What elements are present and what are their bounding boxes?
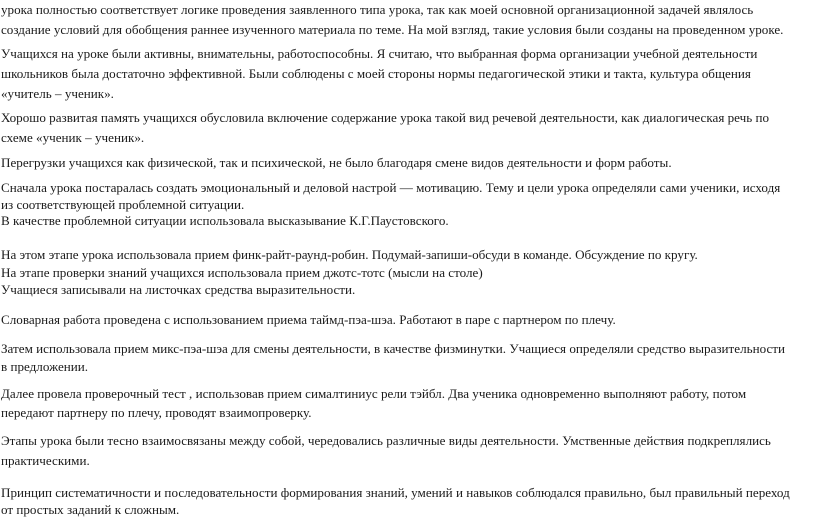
paragraph-10-line-2: практическими. — [1, 453, 90, 468]
paragraph-5-line-3: В качестве проблемной ситуации использовала высказывание К.Г.Паустовского. — [1, 213, 449, 228]
paragraph-6-line-1: На этом этапе урока использовала прием финк-райт-раунд-робин. Подумай-запиши-обсуди в команде. Обсуждение по кругу. — [1, 247, 698, 262]
paragraph-9-line-2: передают партнеру по плечу, проводят взаимопроверку. — [1, 405, 312, 420]
paragraph-2-line-1: Учащихся на уроке были активны, внимательны, работоспособны. Я считаю, что выбранная форма организации учебной деятельности — [1, 46, 758, 61]
paragraph-3-line-1: Хорошо развитая память учащихся обусловила включение содержание урока такой вид речевой деятельности, как диалогическая речь по — [1, 110, 770, 125]
paragraph-5-line-2: из соответствующей проблемной ситуации. — [1, 197, 245, 212]
paragraph-11-line-1: Принцип систематичности и последовательности формирования знаний, умений и навыков соблюдался правильно, был правильный переход — [1, 485, 790, 500]
paragraph-2-line-3: «учитель – ученик». — [1, 86, 114, 101]
paragraph-11-line-2: от простых заданий к сложным. — [1, 502, 180, 517]
paragraph-6-line-3: Учащиеся записывали на листочках средства выразительности. — [1, 282, 356, 297]
paragraph-8-line-2: в предложении. — [1, 359, 89, 374]
paragraph-1-line-1: урока полностью соответствует логике проведения заявленного типа урока, так как моей основной организационной задачей являлось — [1, 2, 754, 17]
paragraph-4-line-1: Перегрузки учащихся как физической, так и психической, не было благодаря смене видов деятельности и форм работы. — [1, 155, 672, 170]
paragraph-1-line-2: создание условий для обобщения раннее изученного материала по теме. На мой взгляд, такие условия были созданы на проведенном уроке. — [1, 22, 784, 37]
paragraph-9-line-1: Далее провела проверочный тест , использовав прием сималтиниус рели тэйбл. Два ученика одновременно выполняют работу, потом — [1, 386, 747, 401]
paragraph-2-line-2: школьников была достаточно эффективной. Были соблюдены с моей стороны нормы педагогической этики и такта, культура общения — [1, 66, 751, 81]
paragraph-3-line-2: схеме «ученик – ученик». — [1, 130, 145, 145]
paragraph-7-line-1: Словарная работа проведена с использованием приема таймд-пэа-шэа. Работают в паре с партнером по плечу. — [1, 312, 616, 327]
paragraph-5-line-1: Сначала урока постаралась создать эмоциональный и деловой настрой — мотивацию. Тему и цели урока определяли сами ученики, исходя — [1, 180, 781, 195]
paragraph-6-line-2: На этапе проверки знаний учащихся использовала прием джотс-тотс (мысли на столе) — [1, 265, 483, 280]
paragraph-8-line-1: Затем использовала прием микс-пэа-шэа для смены деятельности, в качестве физминутки. Учащиеся определяли средство выразительности — [1, 341, 786, 356]
paragraph-10-line-1: Этапы урока были тесно взаимосвязаны между собой, чередовались различные виды деятельности. Умственные действия подкреплялись — [1, 433, 771, 448]
